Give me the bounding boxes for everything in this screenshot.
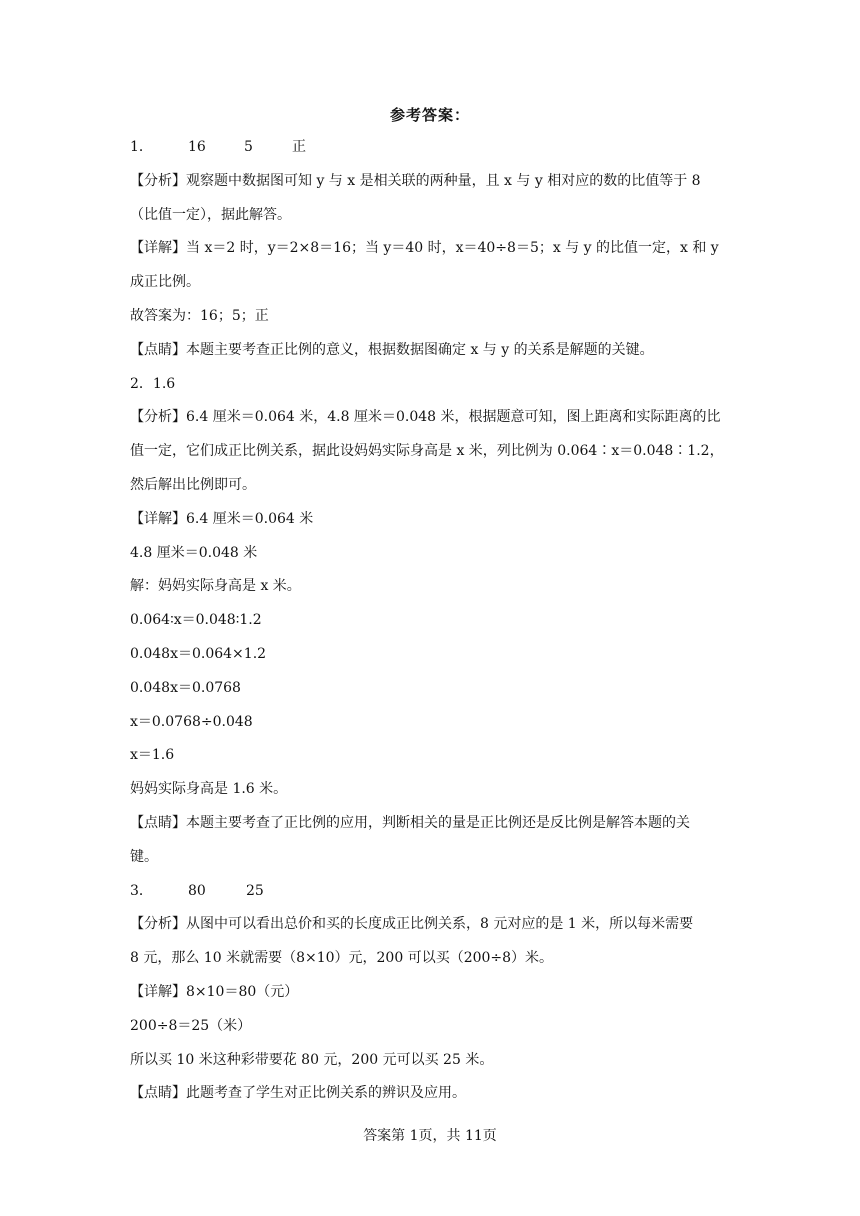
q1-answer-3: 正: [292, 139, 306, 155]
q2-detail-line: x＝1.6: [130, 747, 175, 764]
q2-detail-line: 【详解】6.4 厘米＝0.064 米: [130, 510, 314, 527]
q2-comment-line: 【点睛】本题主要考查了正比例的应用，判断相关的量是正比例还是反比例是解答本题的关: [130, 814, 690, 831]
q1-detail-line: 【详解】当 x＝2 时，y＝2×8＝16；当 y＝40 时，x＝40÷8＝5；x 与 y 的比值一定，x 和 y: [130, 240, 719, 257]
q2-detail-line: 0.048x＝0.0768: [130, 679, 241, 696]
q2-analysis-line: 值一定，它们成正比例关系，据此设妈妈实际身高是 x 米，列比例为 0.064∶x＝0.048∶1.2，: [130, 443, 724, 460]
q2-answer-row: 2．1.6: [130, 375, 176, 392]
q2-detail-line: 0.064∶x＝0.048∶1.2: [130, 612, 262, 629]
q2-detail-line: 4.8 厘米＝0.048 米: [130, 544, 258, 561]
q1-answer-1: 16: [188, 139, 206, 155]
q3-answer-1: 80: [188, 882, 206, 899]
q1-answer-2: 5: [244, 139, 253, 155]
q3-detail-line: 【详解】8×10＝80（元）: [130, 983, 299, 1000]
q2-detail-line: 解：妈妈实际身高是 x 米。: [130, 578, 301, 595]
q3-comment: 【点睛】此题考查了学生对正比例关系的辨识及应用。: [130, 1085, 466, 1102]
q2-detail-line: 妈妈实际身高是 1.6 米。: [130, 781, 288, 798]
q3-detail-line: 所以买 10 米这种彩带要花 80 元，200 元可以买 25 米。: [130, 1051, 494, 1068]
q1-analysis-line: （比值一定），据此解答。: [130, 206, 291, 223]
q2-detail-line: x＝0.0768÷0.048: [130, 713, 253, 730]
q2-analysis-line: 【分析】6.4 厘米＝0.064 米，4.8 厘米＝0.048 米，根据题意可知，图上距离和实际距离的比: [130, 409, 721, 426]
q3-detail-line: 200÷8＝25（米）: [130, 1017, 252, 1034]
page-footer: 答案第 1页，共 11页: [363, 1128, 497, 1144]
q3-number: 3．: [130, 882, 153, 899]
q3-analysis-line: 8 元，那么 10 米就需要（8×10）元，200 可以买（200÷8）米。: [130, 950, 554, 967]
q1-detail-line: 成正比例。: [130, 274, 200, 291]
q2-comment-line: 键。: [130, 848, 158, 865]
q3-answer-row: [130, 875, 740, 909]
answer-content: [130, 131, 740, 1111]
q2-analysis-line: 然后解出比例即可。: [130, 476, 256, 493]
q3-analysis-line: 【分析】从图中可以看出总价和买的长度成正比例关系，8 元对应的是 1 米，所以每米需要: [130, 916, 694, 933]
q1-number: 1．: [130, 139, 153, 155]
page-title: 参考答案：: [389, 106, 470, 124]
q1-comment: 【点睛】本题主要考查正比例的意义，根据数据图确定 x 与 y 的关系是解题的关键。: [130, 341, 654, 358]
q2-detail-line: 0.048x＝0.064×1.2: [130, 645, 267, 662]
q1-final-answer: 故答案为：16；5；正: [130, 307, 269, 324]
q1-analysis-line: 【分析】观察题中数据图可知 y 与 x 是相关联的两种量，且 x 与 y 相对应的数的比值等于 8: [130, 172, 701, 189]
q1-answer-row: [130, 131, 740, 165]
q3-answer-2: 25: [246, 882, 264, 899]
